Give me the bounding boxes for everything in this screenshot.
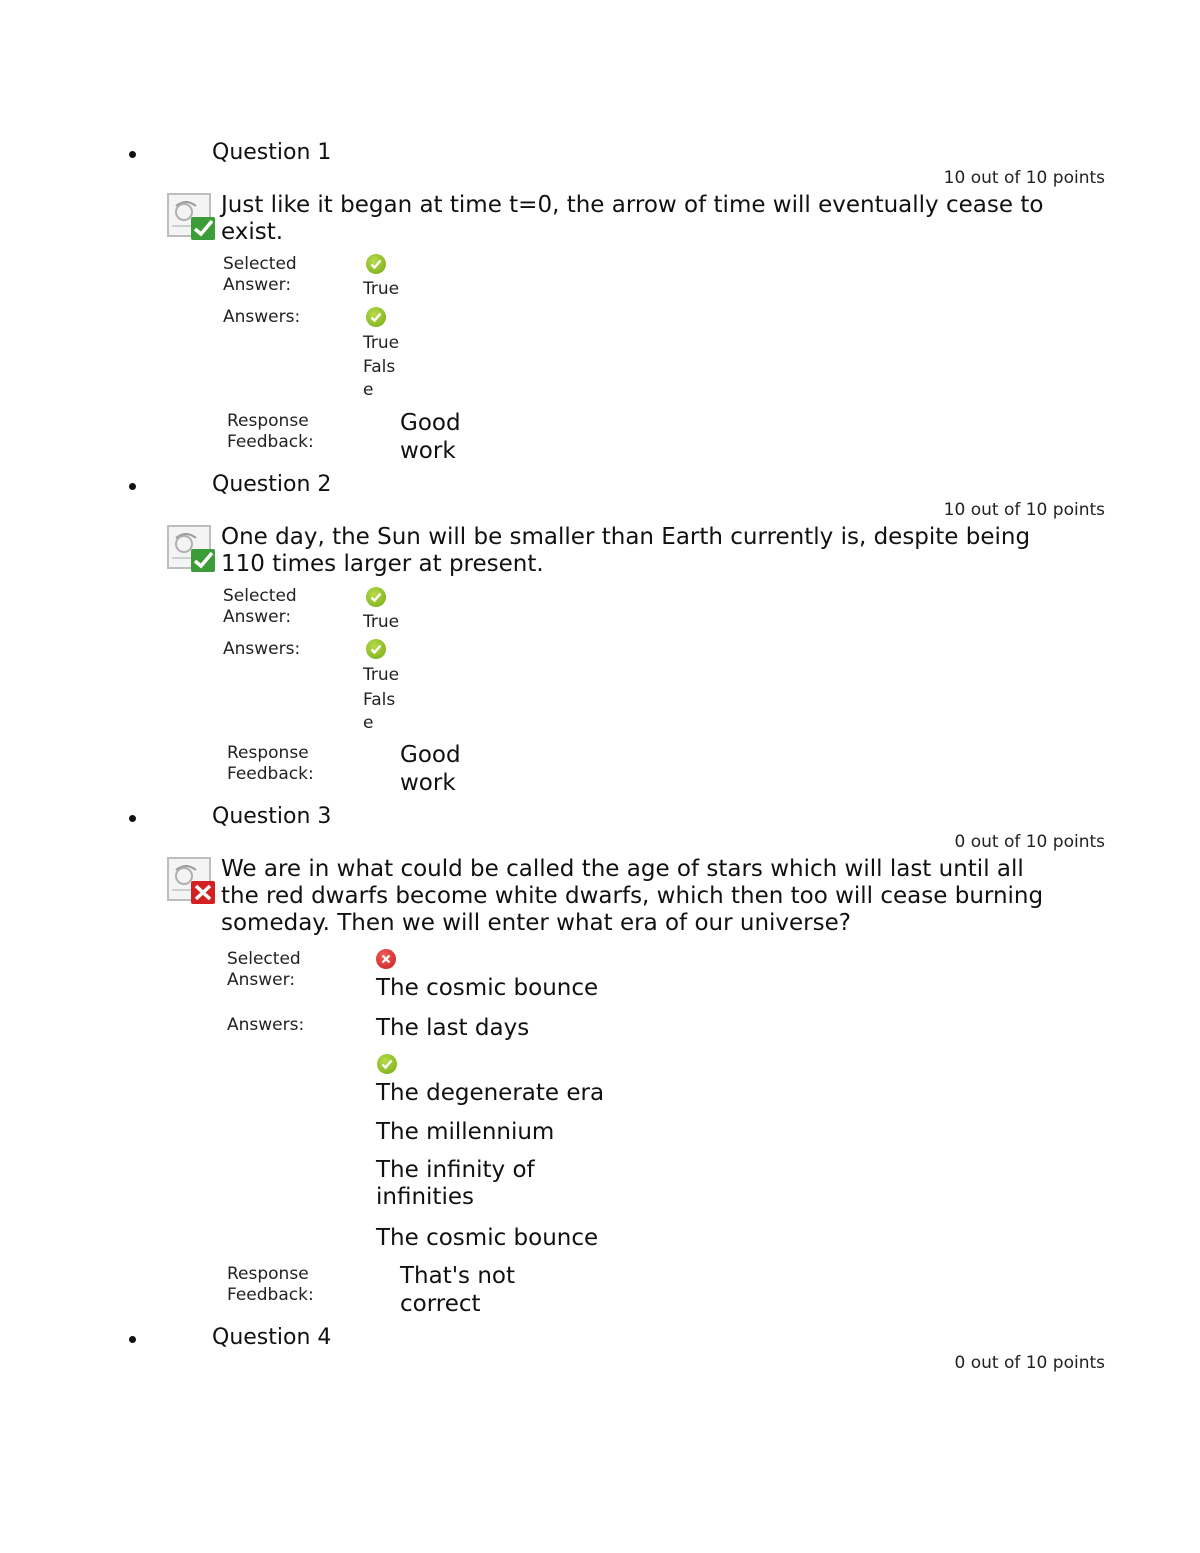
selected-answer-value: The cosmic bounce — [376, 975, 599, 1001]
points-earned: 0 out of 10 points — [954, 832, 1105, 852]
green-check-icon — [377, 1054, 397, 1074]
response-feedback-text: Good work — [400, 742, 461, 796]
answers-label: Answers: — [223, 307, 301, 327]
selected-answer-label: Selected Answer: — [223, 254, 297, 295]
question-bullet — [129, 151, 136, 158]
question-text: Just like it began at time t=0, the arrow of time will eventually cease to exist. — [221, 192, 1044, 245]
green-check-icon — [366, 307, 386, 327]
question-bullet — [129, 815, 136, 822]
question-incorrect-icon — [166, 856, 218, 906]
question-text: One day, the Sun will be smaller than Earth currently is, despite being 110 times larger at present. — [221, 524, 1031, 577]
answer-option: The cosmic bounce — [376, 1225, 599, 1251]
answer-option: The infinity of infinities — [376, 1157, 535, 1210]
question-bullet — [129, 483, 136, 490]
selected-answer-value: True — [363, 279, 400, 299]
question-text: We are in what could be called the age of stars which will last until all the red dwarfs become white dwarfs, which then too will cease burning someday. Then we will enter what era of our universe? — [221, 856, 1044, 936]
question-title: Question 1 — [212, 140, 332, 165]
question-correct-icon — [166, 192, 218, 242]
points-earned: 10 out of 10 points — [943, 168, 1105, 188]
answer-option: True — [363, 333, 400, 353]
answer-option: The last days — [376, 1015, 530, 1041]
response-feedback-text: That's not correct — [400, 1263, 516, 1317]
answer-option: Fals e — [363, 357, 396, 400]
selected-answer-label: Selected Answer: — [227, 949, 301, 990]
answers-label: Answers: — [223, 639, 301, 659]
red-x-icon — [376, 949, 396, 969]
answer-option: Fals e — [363, 690, 396, 733]
question-title: Question 2 — [212, 472, 332, 497]
question-title: Question 3 — [212, 804, 332, 829]
green-check-icon — [366, 254, 386, 274]
selected-answer-label: Selected Answer: — [223, 586, 297, 627]
points-earned: 0 out of 10 points — [954, 1353, 1105, 1373]
answers-label: Answers: — [227, 1015, 305, 1035]
points-earned: 10 out of 10 points — [943, 500, 1105, 520]
answer-option: True — [363, 665, 400, 685]
response-feedback-label: Response Feedback: — [227, 411, 314, 452]
question-bullet — [129, 1336, 136, 1343]
question-correct-icon — [166, 524, 218, 574]
answer-option: The degenerate era — [376, 1080, 605, 1106]
green-check-icon — [366, 587, 386, 607]
selected-answer-value: True — [363, 612, 400, 632]
response-feedback-text: Good work — [400, 410, 461, 464]
green-check-icon — [366, 639, 386, 659]
response-feedback-label: Response Feedback: — [227, 1264, 314, 1305]
answer-option: The millennium — [376, 1119, 555, 1145]
response-feedback-label: Response Feedback: — [227, 743, 314, 784]
question-title: Question 4 — [212, 1325, 332, 1350]
